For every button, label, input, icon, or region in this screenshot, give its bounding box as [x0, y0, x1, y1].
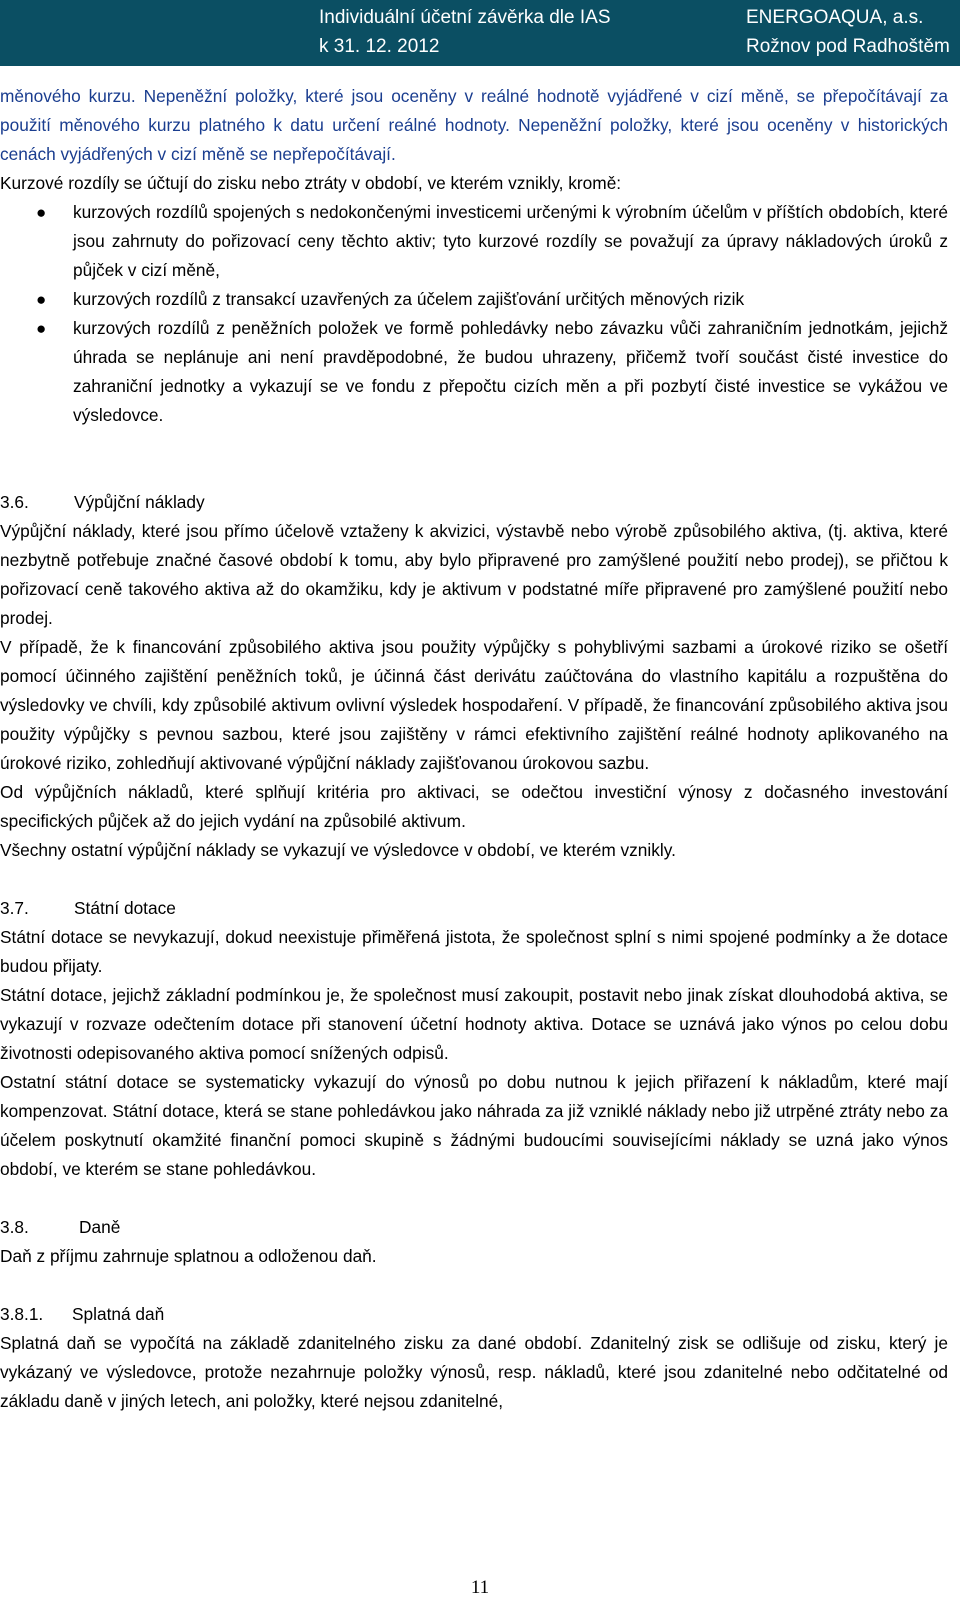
list-item: ● kurzových rozdílů z peněžních položek ve formě pohledávky nebo závazku vůči zahraničním jednotkám, jejichž úhrada se neplánuje ani není pravděpodobné, že budou uhrazeny, přičemž tvoří součást čisté investice do zahraniční jednotky a vykazují se ve fondu z přepočtu cizích měn a při pozbytí čisté investice se vykážou ve výsledovce.: [0, 314, 948, 430]
section-paragraph: Splatná daň se vypočítá na základě zdanitelného zisku za dané období. Zdanitelný zisk se odlišuje od zisku, který je vykázaný ve výsledovce, protože nezahrnuje položky výnosů, resp. nákladů, které jsou zdanitelné nebo odčitatelné od základu daně v jiných letech, ani položky, které nejsou zdanitelné,: [0, 1333, 948, 1411]
document-header: [0, 0, 960, 66]
report-date: k 31. 12. 2012: [319, 36, 440, 57]
section-heading-3-8: 3.8. Daně: [0, 1217, 121, 1237]
report-title: Individuální účetní závěrka dle IAS: [319, 7, 611, 28]
header-right: [746, 3, 950, 61]
bullet-icon: ●: [36, 319, 47, 338]
section-paragraph: Výpůjční náklady, které jsou přímo účelově vztaženy k akvizici, výstavbě nebo výrobě způsobilého aktiva, (tj. aktiva, které nezbytně potřebuje značné časové období k tomu, aby bylo připravené pro zamýšlené použití nebo prodej), se přičtou k pořizovací ceně takového aktiva až do okamžiku, kdy je aktivum v podstatné míře připravené pro zamýšlené použití nebo prodej.: [0, 521, 948, 628]
page-number: 11: [470, 1577, 490, 1598]
page-content: [0, 82, 948, 1416]
section-paragraph: Všechny ostatní výpůjční náklady se vykazují ve výsledovce v období, ve kterém vznikly.: [0, 840, 676, 860]
section-paragraph: Ostatní státní dotace se systematicky vykazují do výnosů po dobu nutnou k jejich přiřazení k nákladům, které mají kompenzovat. Státní dotace, která se stane pohledávkou jako náhrada za již vzniklé náklady nebo již utrpěné ztráty nebo za účelem poskytnutí okamžité finanční pomoci skupině s žádnými budoucími souvisejícími náklady se uzná jako výnos období, ve kterém se stane pohledávkou.: [0, 1072, 948, 1179]
fx-exceptions-list: [0, 198, 948, 430]
section-heading-3-8-1: 3.8.1. Splatná daň: [0, 1304, 165, 1324]
company-location: Rožnov pod Radhoštěm: [746, 36, 950, 57]
list-item: ● kurzových rozdílů z transakcí uzavřených za účelem zajišťování určitých měnových rizik: [0, 285, 948, 314]
header-left: [319, 3, 611, 61]
section-paragraph: V případě, že k financování způsobilého aktiva jsou použity výpůjčky s pohyblivými sazbami a úrokové riziko se ošetří pomocí účinného zajištění peněžních toků, je účinná část derivátu zaúčtována do vlastního kapitálu a rozpuštěna do výsledovky ve chvíli, kdy způsobilé aktivum ovlivní výsledek hospodaření. V případě, že financování způsobilého aktiva jsou použity výpůjčky s pevnou sazbou, které jsou zajištěny v rámci efektivního zajištění reálné hodnoty aplikovaného na úrokové riziko, zohledňují aktivované výpůjční náklady zajišťovanou úrokovou sazbu.: [0, 637, 948, 773]
bullet-icon: ●: [36, 203, 47, 222]
section-heading-3-7: 3.7. Státní dotace: [0, 898, 176, 918]
fx-differences-paragraph: Kurzové rozdíly se účtují do zisku nebo ztráty v období, ve kterém vznikly, kromě:: [0, 173, 622, 193]
section-paragraph: Od výpůjčních nákladů, které splňují kritéria pro aktivaci, se odečtou investiční výnosy z dočasného investování specifických půjček až do jejich vydání na způsobilé aktivum.: [0, 782, 948, 831]
list-item: ● kurzových rozdílů spojených s nedokončenými investicemi určenými k výrobním účelům v příštích obdobích, které jsou zahrnuty do pořizovací ceny těchto aktiv; tyto kurzové rozdíly se považují za úpravy nákladových úroků z půjček v cizí měně,: [0, 198, 948, 285]
section-paragraph: Daň z příjmu zahrnuje splatnou a odloženou daň.: [0, 1246, 377, 1266]
section-heading-3-6: 3.6. Výpůjční náklady: [0, 492, 205, 512]
bullet-icon: ●: [36, 290, 47, 309]
intro-paragraph: měnového kurzu. Nepeněžní položky, které jsou oceněny v reálné hodnotě vyjádřené v cizí měně, se přepočítávají za použití měnového kurzu platného k datu určení reálné hodnoty. Nepeněžní položky, které jsou oceněny v historických cenách vyjádřených v cizí měně se nepřepočítávají.: [0, 86, 948, 164]
section-paragraph: Státní dotace se nevykazují, dokud neexistuje přiměřená jistota, že společnost splní s nimi spojené podmínky a že dotace budou přijaty.: [0, 927, 948, 976]
company-name: ENERGOAQUA, a.s.: [746, 7, 924, 28]
section-paragraph: Státní dotace, jejichž základní podmínkou je, že společnost musí zakoupit, postavit nebo jinak získat dlouhodobá aktiva, se vykazují v rozvaze odečtením dotace při stanovení účetní hodnoty aktiva. Dotace se uznává jako výnos po celou dobu životnosti odepisovaného aktiva pomocí snížených odpisů.: [0, 985, 948, 1063]
